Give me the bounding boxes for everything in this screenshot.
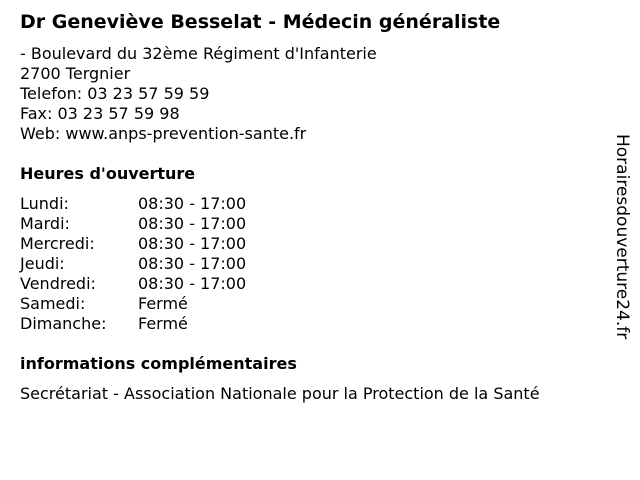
day-label: Vendredi: bbox=[20, 274, 96, 293]
day-label: Samedi: bbox=[20, 294, 86, 313]
info-heading: informations complémentaires bbox=[20, 354, 297, 373]
hours-row-sunday bbox=[20, 314, 280, 334]
time-value: 08:30 - 17:00 bbox=[138, 194, 247, 213]
day-label: Mardi: bbox=[20, 214, 70, 233]
time-value: 08:30 - 17:00 bbox=[138, 234, 247, 253]
hours-heading: Heures d'ouverture bbox=[20, 164, 196, 183]
phone-line: Telefon: 03 23 57 59 59 bbox=[20, 84, 210, 103]
hours-row-friday bbox=[20, 274, 280, 294]
hours-row-tuesday bbox=[20, 214, 280, 234]
address-line: - Boulevard du 32ème Régiment d'Infanterie bbox=[20, 44, 377, 63]
web-line: Web: www.anps-prevention-sante.fr bbox=[20, 124, 307, 143]
time-value: 08:30 - 17:00 bbox=[138, 274, 247, 293]
contact-block bbox=[20, 44, 377, 144]
day-label: Jeudi: bbox=[20, 254, 65, 273]
page-title: Dr Geneviève Besselat - Médecin généraliste bbox=[20, 11, 501, 33]
hours-table bbox=[20, 194, 280, 334]
info-text: Secrétariat - Association Nationale pour la Protection de la Santé bbox=[20, 384, 540, 403]
city-line: 2700 Tergnier bbox=[20, 64, 131, 83]
time-value: Fermé bbox=[138, 314, 188, 333]
site-watermark: Horairesdouverture24.fr bbox=[612, 134, 632, 340]
time-value: Fermé bbox=[138, 294, 188, 313]
hours-row-monday bbox=[20, 194, 280, 214]
day-label: Lundi: bbox=[20, 194, 69, 213]
hours-row-thursday bbox=[20, 254, 280, 274]
hours-row-saturday bbox=[20, 294, 280, 314]
hours-row-wednesday bbox=[20, 234, 280, 254]
day-label: Mercredi: bbox=[20, 234, 95, 253]
fax-line: Fax: 03 23 57 59 98 bbox=[20, 104, 180, 123]
time-value: 08:30 - 17:00 bbox=[138, 214, 247, 233]
time-value: 08:30 - 17:00 bbox=[138, 254, 247, 273]
day-label: Dimanche: bbox=[20, 314, 107, 333]
